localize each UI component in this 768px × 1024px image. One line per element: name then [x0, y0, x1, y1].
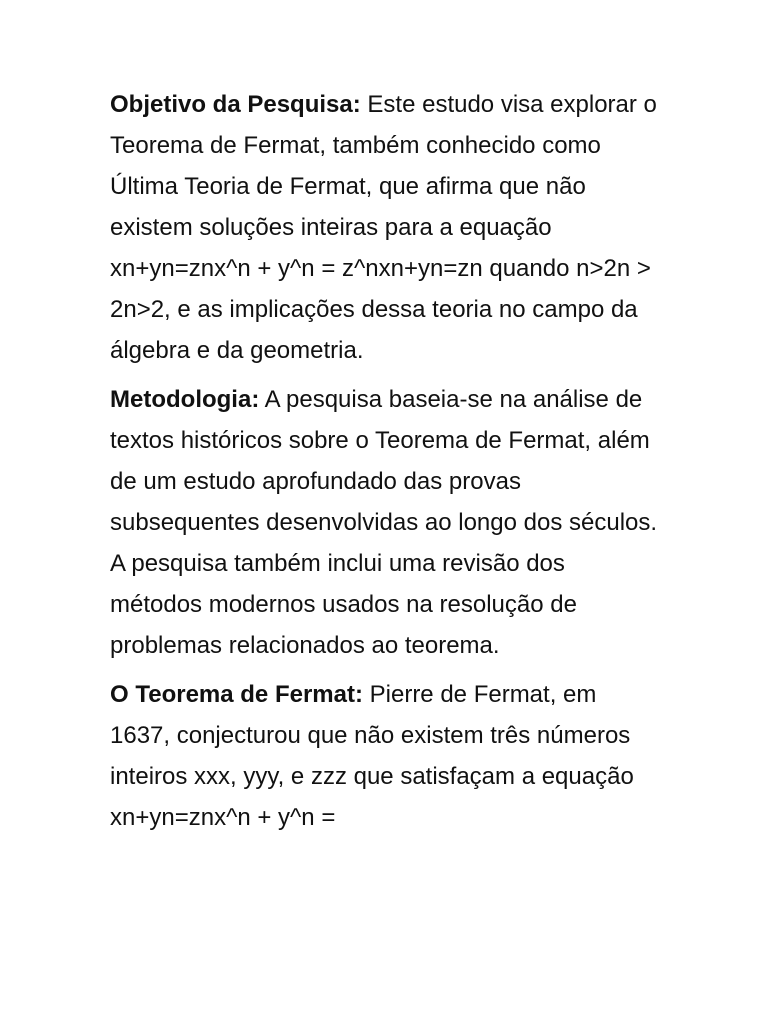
- heading-fermat-theorem: O Teorema de Fermat:: [110, 681, 363, 708]
- document-page: [110, 84, 662, 846]
- text-objective: Este estudo visa explorar o Teorema de Fermat, também conhecido como Última Teoria de Fermat, que afirma que não existem soluções inteiras para a equação xn+yn=znx^n + y^n = z^nxn+yn=zn quando n>2n > 2n>2, e as implicações dessa teoria no campo da álgebra e da geometria.: [110, 91, 657, 364]
- text-fermat-theorem: Pierre de Fermat, em 1637, conjecturou que não existem três números inteiros xxx, yyy, e zzz que satisfaçam a equação xn+yn=znx^n + y^n =: [110, 681, 634, 831]
- paragraph-methodology: [110, 379, 662, 666]
- heading-methodology: Metodologia:: [110, 386, 260, 413]
- paragraph-objective: [110, 84, 662, 371]
- heading-objective: Objetivo da Pesquisa:: [110, 91, 361, 118]
- paragraph-fermat-theorem: [110, 674, 662, 838]
- text-methodology: A pesquisa baseia-se na análise de textos históricos sobre o Teorema de Fermat, além de um estudo aprofundado das provas subsequentes desenvolvidas ao longo dos séculos. A pesquisa também inclui uma revisão dos métodos modernos usados na resolução de problemas relacionados ao teorema.: [110, 386, 658, 659]
